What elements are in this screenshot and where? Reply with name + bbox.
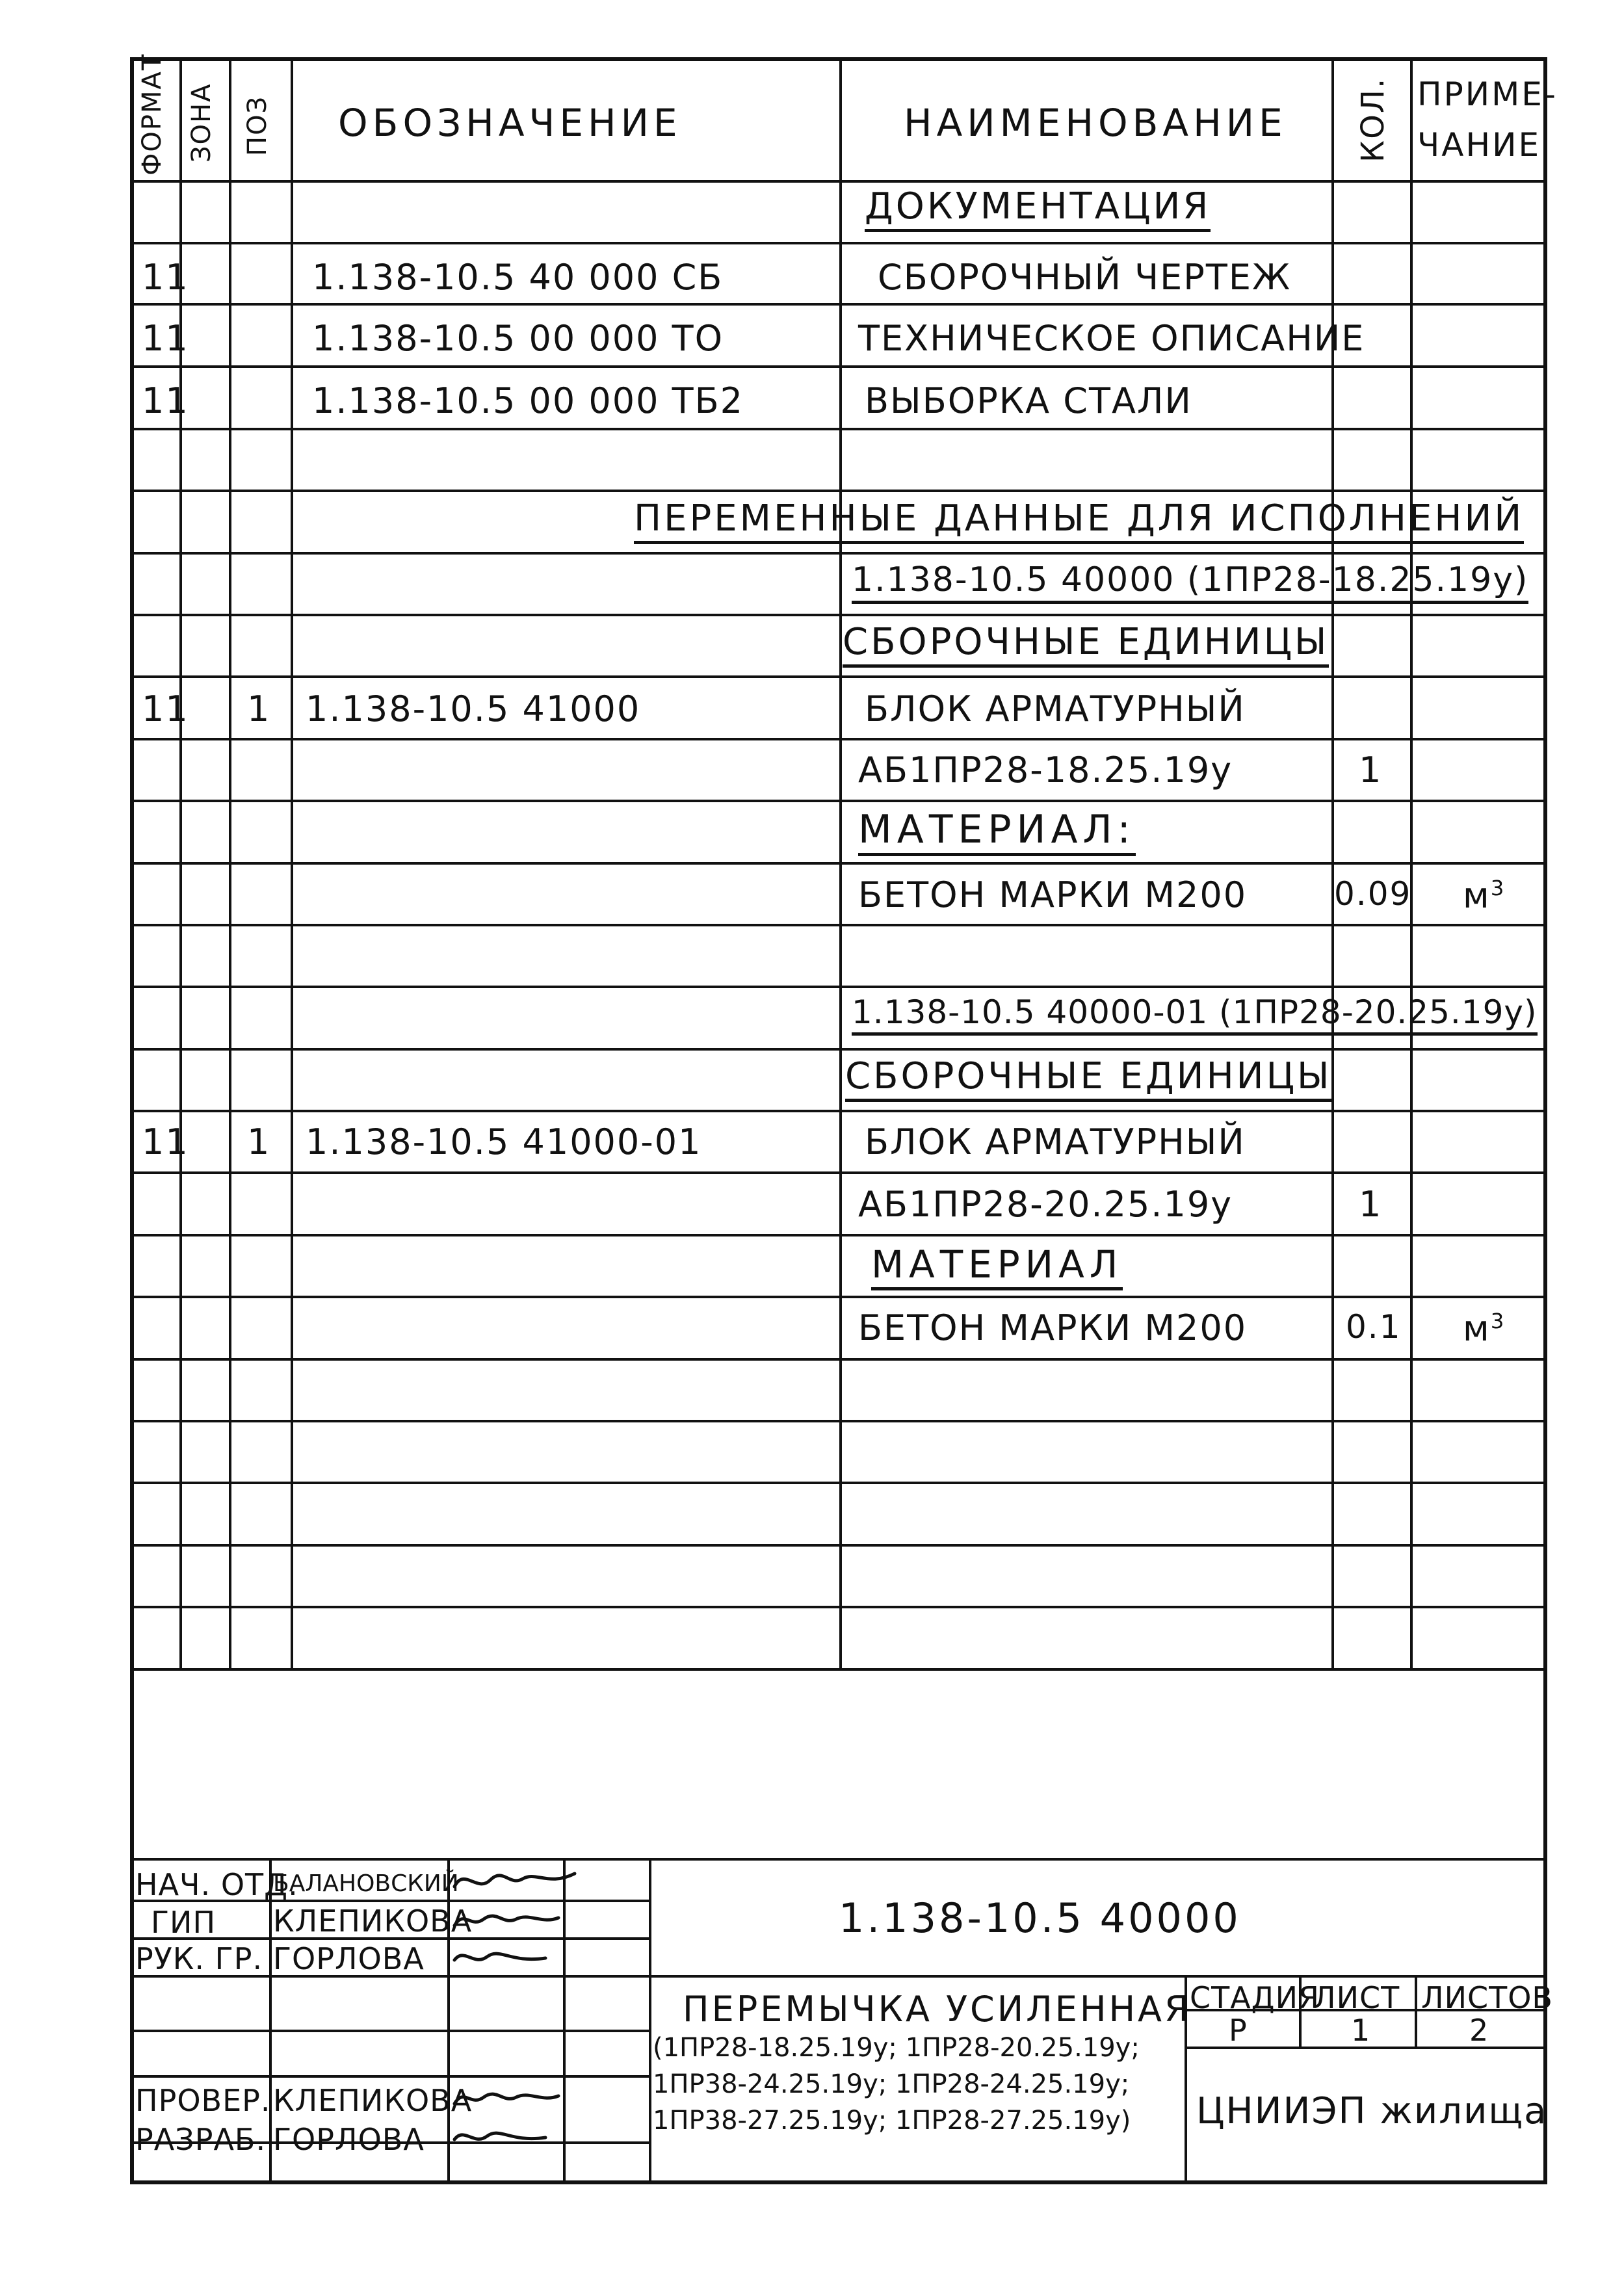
row-name: ТЕХНИЧЕСКОЕ ОПИСАНИЕ xyxy=(858,318,1365,359)
person-name: КЛЕПИКОВА xyxy=(273,2083,473,2118)
person-name: ГОРЛОВА xyxy=(273,2122,425,2157)
header-pos: ПОЗ xyxy=(242,95,272,156)
signature xyxy=(451,1867,581,1893)
section-variable-data: ПЕРЕМЕННЫЕ ДАННЫЕ ДЛЯ ИСПОЛНЕНИЙ xyxy=(634,501,1524,544)
organization: ЦНИИЭП жилища xyxy=(1196,2090,1548,2132)
row-pos: 1 xyxy=(247,1121,271,1162)
table-bottom-line xyxy=(130,1668,1547,1671)
header-line xyxy=(130,180,1547,183)
section-material: МАТЕРИАЛ xyxy=(871,1246,1123,1290)
header-name: НАИМЕНОВАНИЕ xyxy=(904,101,1287,145)
row-unit: $м^3$ xyxy=(1463,1308,1506,1349)
row-name: СБОРОЧНЫЙ ЧЕРТЕЖ xyxy=(878,257,1292,298)
row-name: БЕТОН МАРКИ М200 xyxy=(858,1307,1248,1348)
section-assembly-units: СБОРОЧНЫЕ ЕДИНИЦЫ xyxy=(845,1058,1331,1102)
variant-heading: 1.138-10.5 40000-01 (1ПР28-20.25.19у) xyxy=(852,996,1538,1036)
row-designation: 1.138-10.5 41000-01 xyxy=(306,1121,702,1162)
role-label: НАЧ. ОТД. xyxy=(135,1867,298,1902)
signature xyxy=(451,2084,562,2110)
header-format: ФОРМАТ xyxy=(137,53,167,176)
row-name: ВЫБОРКА СТАЛИ xyxy=(865,380,1192,421)
doc-number: 1.138-10.5 40000 xyxy=(839,1894,1241,1942)
stage-label: СТАДИЯ xyxy=(1190,1980,1320,2015)
header-note-2: ЧАНИЕ xyxy=(1417,126,1541,164)
row-name: БЛОК АРМАТУРНЫЙ xyxy=(865,688,1246,729)
sheets-label: ЛИСТОВ xyxy=(1421,1980,1553,2015)
row-designation: 1.138-10.5 00 000 ТБ2 xyxy=(312,380,744,421)
title-line: (1ПР28-18.25.19у; 1ПР28-20.25.19у; xyxy=(653,2033,1140,2063)
row-name: АБ1ПР28-20.25.19у xyxy=(858,1184,1233,1225)
row-format: 11 xyxy=(142,380,189,421)
header-designation: ОБОЗНАЧЕНИЕ xyxy=(338,101,682,145)
person-name: ГОРЛОВА xyxy=(273,1941,425,1976)
role-label: РАЗРАБ. xyxy=(135,2122,267,2157)
role-label: РУК. ГР. xyxy=(135,1941,263,1976)
section-assembly-units: СБОРОЧНЫЕ ЕДИНИЦЫ xyxy=(843,624,1329,668)
title-line: ПЕРЕМЫЧКА УСИЛЕННАЯ xyxy=(683,1989,1192,2030)
sheet-label: ЛИСТ xyxy=(1313,1980,1400,2015)
sheets-value: 2 xyxy=(1469,2013,1489,2048)
header-zone: ЗОНА xyxy=(187,83,216,163)
variant-heading: 1.138-10.5 40000 (1ПР28-18.25.19у) xyxy=(852,563,1528,604)
row-format: 11 xyxy=(142,688,189,729)
row-qty: 0.09 xyxy=(1334,875,1412,913)
section-documentation: ДОКУМЕНТАЦИЯ xyxy=(865,189,1211,232)
role-label: ПРОВЕР. xyxy=(135,2083,271,2118)
row-name: БЛОК АРМАТУРНЫЙ xyxy=(865,1121,1246,1162)
sheet-frame xyxy=(130,57,1547,2184)
row-designation: 1.138-10.5 40 000 СБ xyxy=(312,257,724,298)
header-qty: КОЛ. xyxy=(1355,77,1391,163)
person-name: БАЛАНОВСКИЙ xyxy=(273,1870,459,1897)
signature xyxy=(451,1944,549,1970)
row-pos: 1 xyxy=(247,688,271,729)
signature xyxy=(451,2123,549,2149)
role-label: ГИП xyxy=(151,1905,216,1940)
signature xyxy=(451,1906,562,1932)
stage-value: Р xyxy=(1229,2013,1248,2048)
title-line: 1ПР38-24.25.19у; 1ПР28-24.25.19у; xyxy=(653,2069,1130,2099)
row-qty: 0.1 xyxy=(1346,1308,1402,1346)
row-qty: 1 xyxy=(1359,750,1383,791)
section-material: МАТЕРИАЛ: xyxy=(858,810,1136,856)
header-note-1: ПРИМЕ- xyxy=(1417,75,1558,113)
row-unit: $м^3$ xyxy=(1463,875,1506,916)
title-line: 1ПР38-27.25.19у; 1ПР28-27.25.19у) xyxy=(653,2106,1131,2136)
row-qty: 1 xyxy=(1359,1184,1383,1225)
person-name: КЛЕПИКОВА xyxy=(273,1903,473,1939)
row-name: БЕТОН МАРКИ М200 xyxy=(858,874,1248,915)
row-format: 11 xyxy=(142,1121,189,1162)
row-format: 11 xyxy=(142,257,189,298)
row-format: 11 xyxy=(142,318,189,359)
row-name: АБ1ПР28-18.25.19у xyxy=(858,750,1233,791)
sheet-value: 1 xyxy=(1351,2013,1371,2048)
row-designation: 1.138-10.5 00 000 ТО xyxy=(312,318,724,359)
row-designation: 1.138-10.5 41000 xyxy=(306,688,641,729)
